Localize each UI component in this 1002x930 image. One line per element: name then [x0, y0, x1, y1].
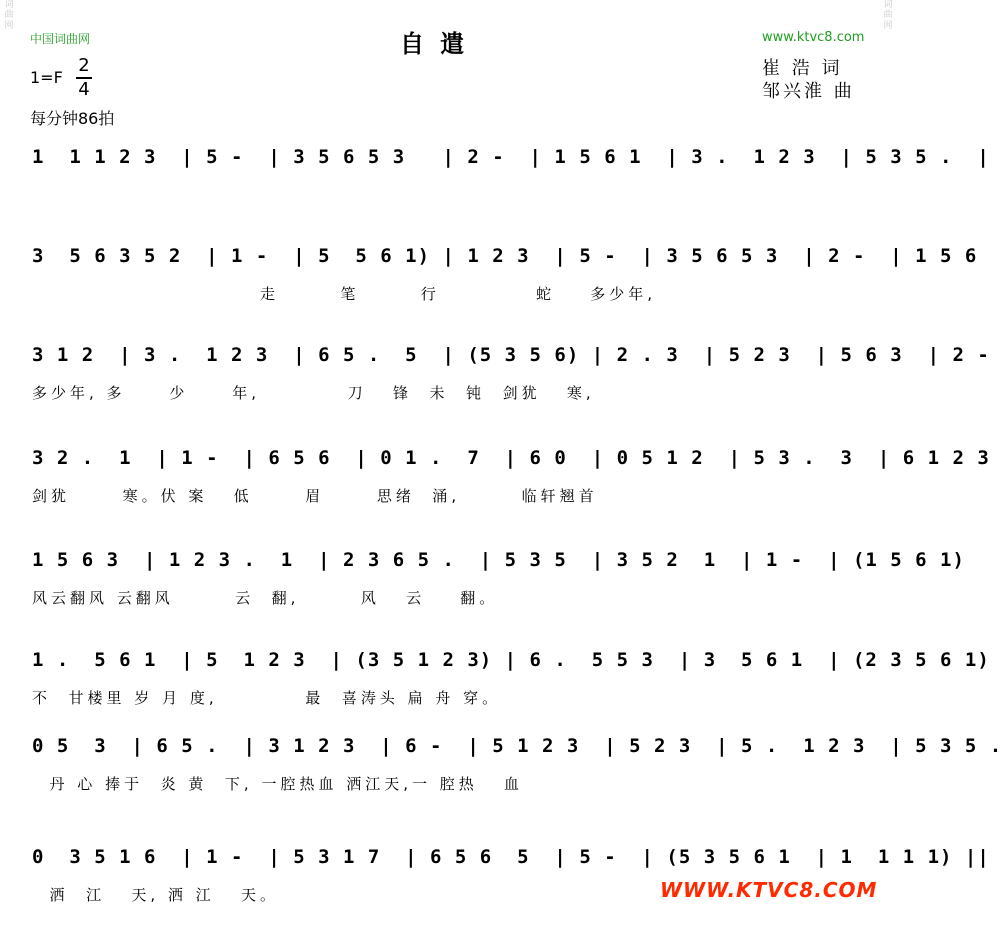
- staff-lyrics: 不 甘楼里 岁 月 度, 最 喜涛头 扁 舟 穿。: [32, 689, 502, 707]
- key-signature: 1=F: [30, 68, 63, 87]
- staff-notes: 3 2 . 1 | 1 - | 6 5 6 | 0 1 . 7 | 6 0 | 0 5 1 2 | 5 3 . 3 | 6 1 2 3: [32, 447, 990, 469]
- staff-lyrics: 剑犹 寒。伏 案 低 眉 思绪 涌, 临轩翘首: [32, 487, 598, 505]
- staff-1: [0, 146, 990, 216]
- lyricist: 崔 浩 词: [762, 58, 843, 79]
- staff-lyrics: 走 笔 行 蛇 多少年,: [32, 285, 657, 303]
- staff-2: [0, 245, 978, 315]
- composer: 邹兴淮 曲: [762, 81, 855, 102]
- site-logo: WWW.KTVC8.COM: [660, 878, 878, 902]
- staff-5: [0, 549, 965, 619]
- staff-notes: 1 1 1 2 3 | 5 - | 3 5 6 5 3 | 2 - | 1 5 6 1 | 3 . 1 2 3 | 5 3 5 . |: [32, 146, 990, 168]
- time-signature: [76, 56, 92, 100]
- staff-notes: 3 5 6 3 5 2 | 1 - | 5 5 6 1) | 1 2 3 | 5 - | 3 5 6 5 3 | 2 - | 1 5 6: [32, 245, 978, 267]
- song-title: 自遣: [400, 30, 480, 58]
- staff-notes: 1 . 5 6 1 | 5 1 2 3 | (3 5 1 2 3) | 6 . 5 5 3 | 3 5 6 1 | (2 3 5 6 1): [32, 649, 990, 671]
- tempo-marking: 每分钟86拍: [30, 109, 115, 128]
- time-denominator: 4: [78, 79, 90, 100]
- staff-notes: 0 3 5 1 6 | 1 - | 5 3 1 7 | 6 5 6 5 | 5 - | (5 3 5 6 1 | 1 1 1 1) ||: [32, 846, 990, 868]
- site-name-left: 中国词曲网: [30, 32, 91, 46]
- staff-4: [0, 447, 990, 517]
- staff-notes: 1 5 6 3 | 1 2 3 . 1 | 2 3 6 5 . | 5 3 5 | 3 5 2 1 | 1 - | (1 5 6 1): [32, 549, 965, 571]
- staff-notes: 0 5 3 | 6 5 . | 3 1 2 3 | 6 - | 5 1 2 3 | 5 2 3 | 5 . 1 2 3 | 5 3 5 .: [32, 735, 1002, 757]
- staff-lyrics: 丹 心 捧于 炎 黄 下, 一腔热血 洒江天,一 腔热 血: [32, 775, 524, 793]
- staff-7: [0, 735, 1002, 805]
- watermark-right: 词 曲 网: [883, 0, 893, 31]
- staff-lyrics: 风云翻风 云翻风 云 翻, 风 云 翻。: [32, 589, 499, 607]
- staff-notes: 3 1 2 | 3 . 1 2 3 | 6 5 . 5 | (5 3 5 6) | 2 . 3 | 5 2 3 | 5 6 3 | 2 -: [32, 344, 990, 366]
- staff-lyrics: 洒 江 天, 洒 江 天。: [32, 886, 279, 904]
- staff-lyrics: 多少年, 多 少 年, 刀 锋 未 钝 剑犹 寒,: [32, 384, 595, 402]
- staff-6: [0, 649, 990, 719]
- credits: [762, 57, 855, 103]
- staff-3: [0, 344, 990, 414]
- site-url-right: www.ktvc8.com: [762, 30, 865, 45]
- time-numerator: 2: [78, 55, 90, 76]
- watermark-left: 词 曲 网: [4, 0, 14, 31]
